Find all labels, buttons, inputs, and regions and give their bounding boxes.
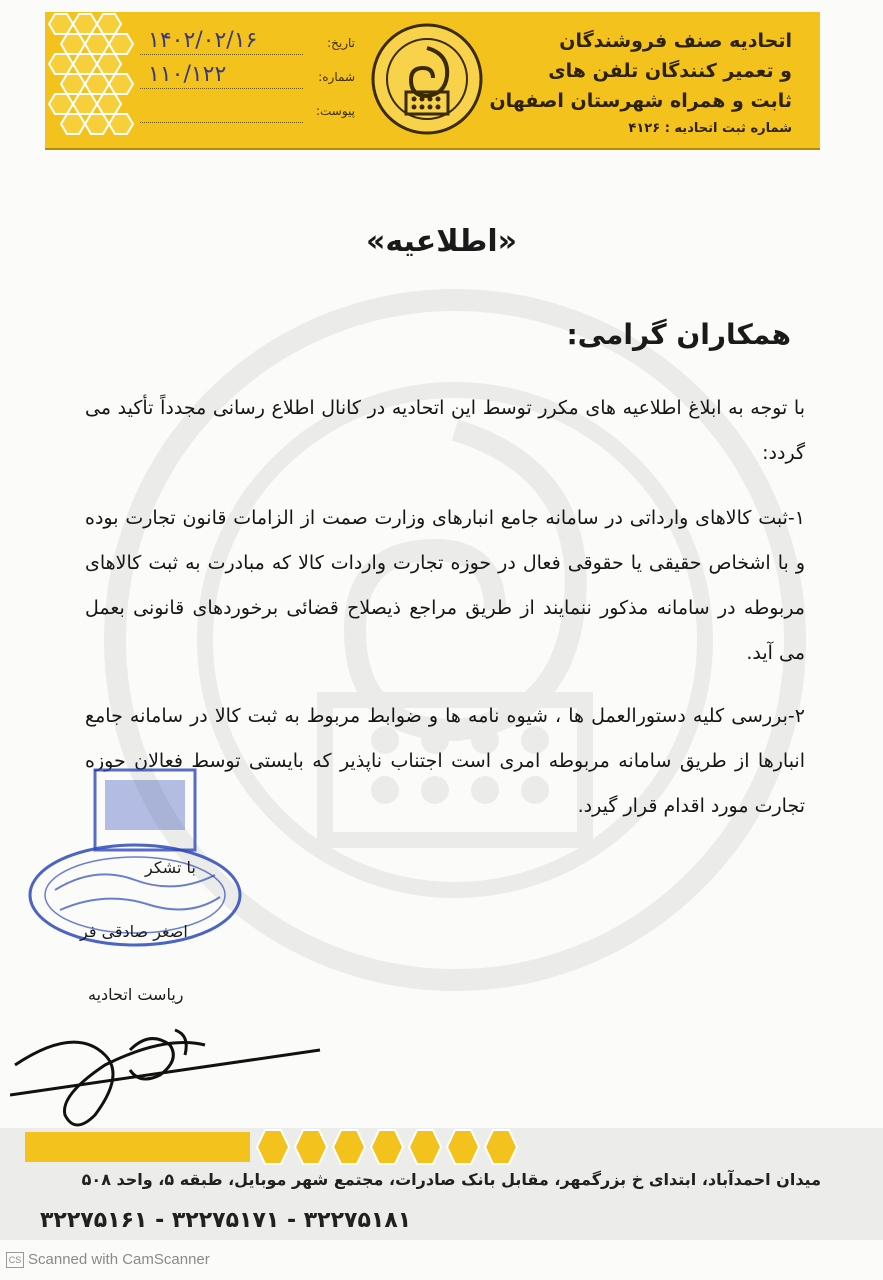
letterhead-footer [0, 1128, 883, 1240]
signer-name: اصغر صادقی فر [80, 922, 188, 941]
registration-number: شماره ثبت اتحادیه : ۴۱۲۶ [628, 121, 792, 136]
letter-meta [140, 30, 355, 132]
salutation: همکاران گرامی: [566, 318, 791, 351]
number-row [140, 64, 355, 98]
footer-yellow-bar [25, 1132, 250, 1162]
letterhead-header [45, 12, 820, 150]
honeycomb-pattern-icon [45, 12, 140, 148]
footer-honeycomb-icon [255, 1128, 525, 1166]
union-logo-icon [370, 22, 485, 137]
union-name-line3: ثابت و همراه شهرستان اصفهان [489, 90, 792, 112]
camscanner-label: Scanned with CamScanner [28, 1251, 210, 1268]
date-label: تاریخ: [327, 36, 355, 50]
footer-phones: ۳۲۲۷۵۱۸۱ - ۳۲۲۷۵۱۷۱ - ۳۲۲۷۵۱۶۱ [40, 1208, 412, 1233]
item-1-paragraph: ۱-ثبت کالاهای وارداتی در سامانه جامع انبارهای وزارت صمت از الزامات قانون تجارت بوده و با اشخاص حقیقی یا حقوقی فعال در حوزه تجارت واردات کالا که مبادرت به ثبت کالاهای مربوطه در سامانه مذکور ننمایند از طریق مراجع ذیصلاح قضائی برخوردهای قانونی بعمل می آید. [85, 507, 805, 664]
number-value: ۱۱۰/۱۲۲ [148, 62, 227, 87]
union-name-line1: اتحادیه صنف فروشندگان [559, 30, 792, 52]
union-name-block [472, 26, 792, 140]
document-title: «اطلاعیه» [365, 224, 517, 259]
thanks-text: با تشکر [145, 858, 196, 877]
number-label: شماره: [318, 70, 355, 84]
footer-address: میدان احمدآباد، ابتدای خ بزرگمهر، مقابل بانک صادرات، مجتمع شهر موبایل، طبقه ۵، واحد ۵۰۸ [81, 1170, 821, 1189]
date-value: ۱۴۰۲/۰۲/۱۶ [148, 28, 258, 53]
intro-paragraph: با توجه به ابلاغ اطلاعیه های مکرر توسط این اتحادیه در کانال اطلاع رسانی مجدداً تأکید می گردد: [85, 397, 805, 464]
date-row [140, 30, 355, 64]
signer-title: ریاست اتحادیه [88, 985, 184, 1004]
camscanner-watermark [6, 1251, 210, 1268]
attachment-label: پیوست: [315, 104, 355, 118]
attachment-row [140, 98, 355, 132]
union-name-line2: و تعمیر کنندگان تلفن های [548, 60, 792, 82]
camscanner-icon: CS [6, 1252, 24, 1268]
item-2-paragraph: ۲-بررسی کلیه دستورالعمل ها ، شیوه نامه ها و ضوابط مربوط به ثبت کالا در سامانه جامع انبارها از طریق سامانه مربوطه امری است اجتناب ناپذیر که بایستی توسط فعالان حوزه تجارت مورد اقدام قرار گیرد. [85, 705, 805, 817]
handwritten-signature-icon [10, 990, 330, 1140]
